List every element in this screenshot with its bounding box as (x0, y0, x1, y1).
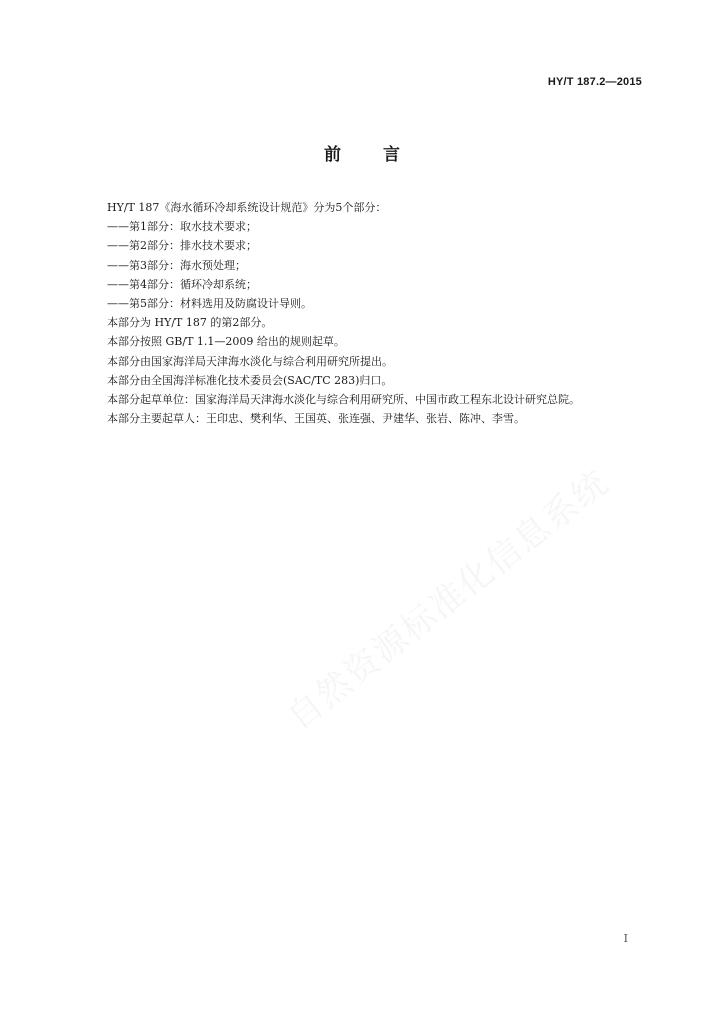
drafters-statement: 本部分主要起草人：王印忠、樊利华、王国英、张连强、尹建华、张岩、陈冲、李雪。 (107, 412, 525, 426)
part-1-item: ——第1部分：取水技术要求； (107, 220, 257, 234)
drafting-rules-statement: 本部分按照 GB/T 1.1—2009 给出的规则起草。 (107, 335, 345, 349)
drafting-units-statement: 本部分起草单位：国家海洋局天津海水淡化与综合利用研究所、中国市政工程东北设计研究总院。 (107, 393, 580, 407)
part-2-item: ——第2部分：排水技术要求； (107, 239, 257, 253)
page-title-char-1: 前 (324, 145, 341, 165)
standard-code: HY/T 187.2—2015 (547, 76, 642, 88)
proposer-statement: 本部分由国家海洋局天津海水淡化与综合利用研究所提出。 (107, 354, 393, 368)
page-number: I (623, 932, 628, 945)
centralized-management-statement: 本部分由全国海洋标准化技术委员会(SAC/TC 283)归口。 (107, 373, 393, 387)
preface-intro: HY/T 187《海水循环冷却系统设计规范》分为5个部分： (107, 201, 387, 214)
watermark: 自然资源标准化信息系统 (279, 462, 617, 738)
preface-body (107, 198, 647, 428)
page-title-char-2: 言 (383, 145, 400, 165)
part-3-item: ——第3部分：海水预处理； (107, 258, 246, 272)
page-title (0, 140, 724, 165)
scope-statement: 本部分为 HY/T 187 的第2部分。 (107, 316, 273, 330)
part-4-item: ——第4部分：循环冷却系统； (107, 277, 257, 291)
part-5-item: ——第5部分：材料选用及防腐设计导则。 (107, 297, 312, 311)
